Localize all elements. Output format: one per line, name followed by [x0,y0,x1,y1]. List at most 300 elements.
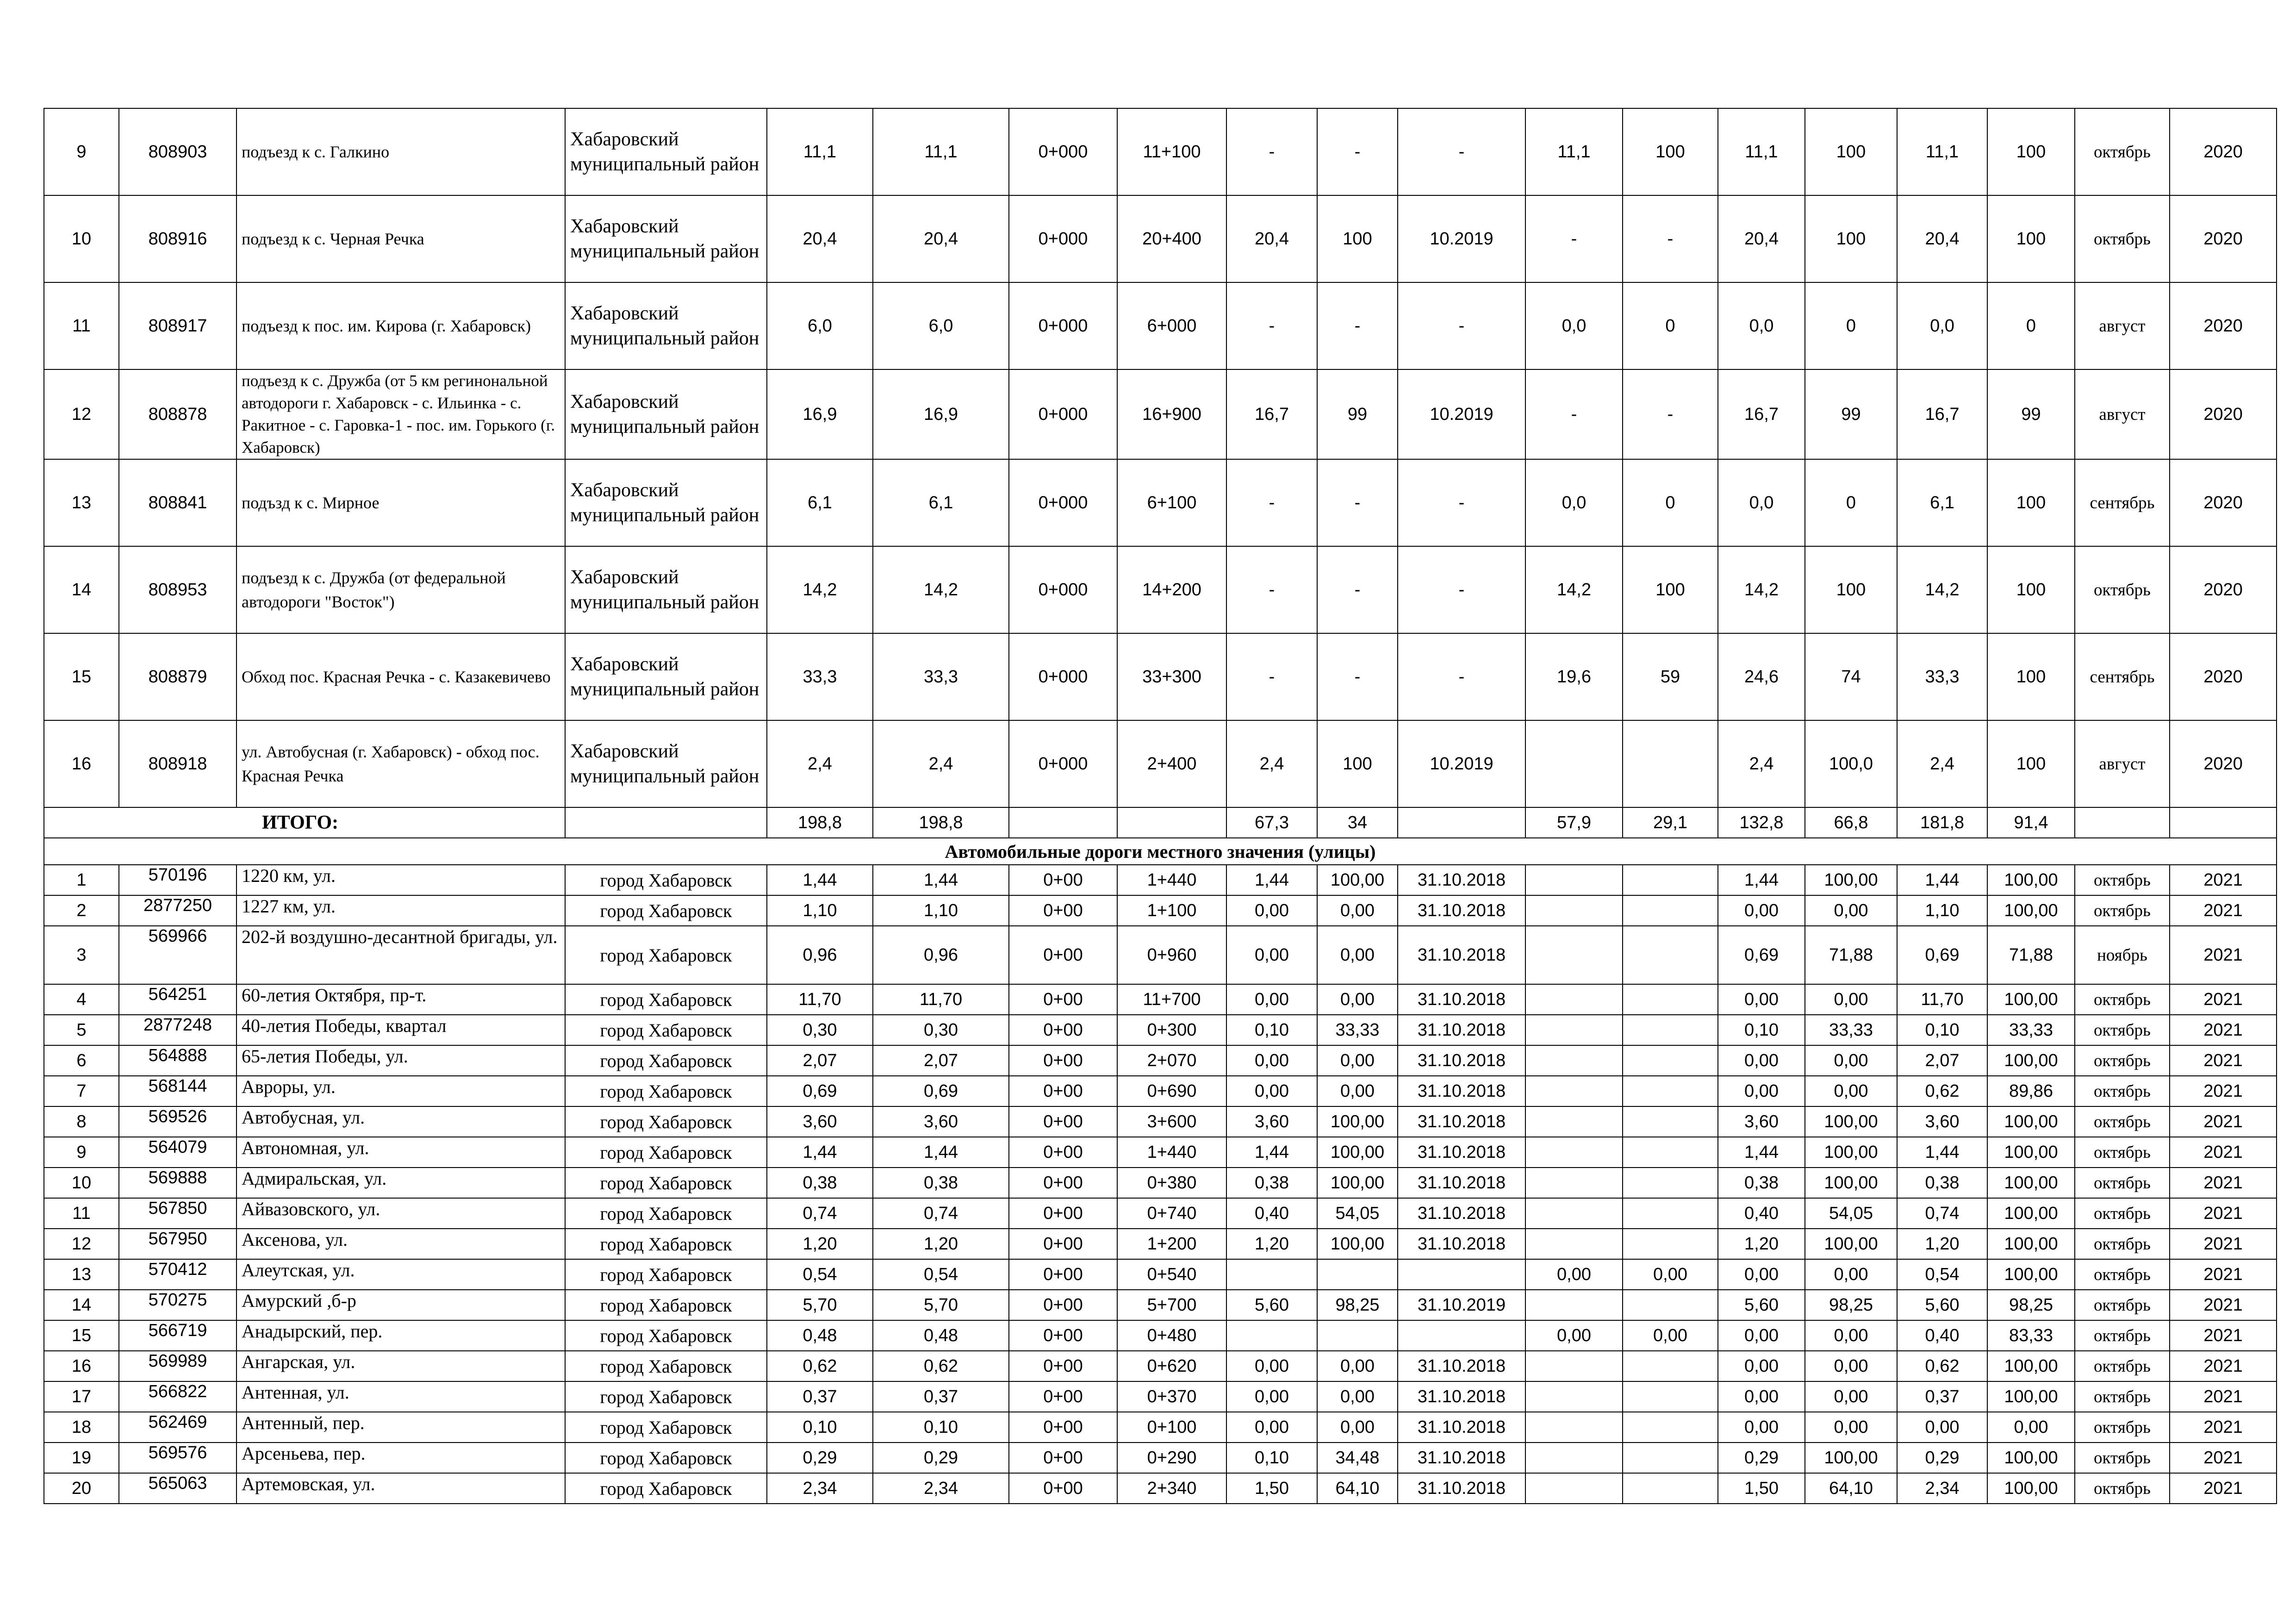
district-name: Хабаровский муниципальный район [565,108,767,195]
month: октябрь [2075,895,2170,926]
repaired-percent: 99 [1317,369,1398,459]
km-end: 14+200 [1117,546,1226,633]
table-row [44,1473,2277,1504]
length-local: 1,20 [873,1229,1009,1259]
value-4: 0,37 [1897,1381,1987,1412]
length-local: 6,0 [873,282,1009,369]
value-3: 20,4 [1718,195,1805,282]
value-2 [1525,1137,1623,1168]
month: сентябрь [2075,633,2170,720]
city-name: город Хабаровск [565,1290,767,1320]
row-number: 16 [44,1351,119,1381]
percent-4: 100,00 [1987,1198,2075,1229]
percent-3: 100,0 [1805,720,1897,807]
percent-2 [1623,1045,1718,1076]
value-3: 0,00 [1718,895,1805,926]
month: октябрь [2075,984,2170,1015]
value-2 [1525,926,1623,984]
table-row [44,369,2277,459]
road-id: 808917 [119,282,236,369]
repaired-percent: 100,00 [1317,1106,1398,1137]
repair-date: 31.10.2018 [1398,895,1525,926]
value-3: 0,00 [1718,984,1805,1015]
road-id: 808879 [119,633,236,720]
road-id: 569888 [119,1168,236,1198]
km-end: 1+440 [1117,865,1226,895]
percent-3: 100 [1805,546,1897,633]
percent-4: 33,33 [1987,1015,2075,1045]
km-start: 0+000 [1009,108,1117,195]
repaired-percent: - [1317,459,1398,546]
table-row [44,546,2277,633]
km-start: 0+00 [1009,1015,1117,1045]
value-3: 0,40 [1718,1198,1805,1229]
row-number: 8 [44,1106,119,1137]
value-3: 0,38 [1718,1168,1805,1198]
repair-date: 31.10.2018 [1398,1229,1525,1259]
percent-3: 0,00 [1805,1076,1897,1106]
length-local: 16,9 [873,369,1009,459]
length-total: 3,60 [767,1106,873,1137]
row-number: 18 [44,1412,119,1443]
percent-3: 0,00 [1805,1045,1897,1076]
repaired-percent: - [1317,108,1398,195]
total-row [44,807,2277,838]
percent-3: 100,00 [1805,865,1897,895]
total-empty [1117,807,1226,838]
road-id: 808878 [119,369,236,459]
road-name: подъезд к с. Дружба (от федеральной автодороги "Восток") [236,546,565,633]
length-total: 0,29 [767,1443,873,1473]
length-local: 0,48 [873,1320,1009,1351]
road-id: 808916 [119,195,236,282]
km-end: 0+300 [1117,1015,1226,1045]
repaired-length: 2,4 [1226,720,1317,807]
road-name: подъезд к с. Галкино [236,108,565,195]
percent-4: 0 [1987,282,2075,369]
road-name: Анадырский, пер. [236,1320,565,1351]
year: 2021 [2170,1351,2277,1381]
length-total: 2,34 [767,1473,873,1504]
repaired-percent: 0,00 [1317,1045,1398,1076]
repaired-percent: 100,00 [1317,1229,1398,1259]
year: 2020 [2170,108,2277,195]
repaired-length: 0,00 [1226,895,1317,926]
table-row [44,1290,2277,1320]
length-total: 5,70 [767,1290,873,1320]
value-3: 11,1 [1718,108,1805,195]
table-row [44,1045,2277,1076]
road-id: 570275 [119,1290,236,1320]
percent-4: 71,88 [1987,926,2075,984]
district-name: Хабаровский муниципальный район [565,282,767,369]
repair-date: 31.10.2018 [1398,865,1525,895]
km-end: 3+600 [1117,1106,1226,1137]
percent-2 [1623,720,1718,807]
road-id: 568144 [119,1076,236,1106]
city-name: город Хабаровск [565,865,767,895]
year: 2021 [2170,1137,2277,1168]
km-start: 0+00 [1009,1106,1117,1137]
km-end: 33+300 [1117,633,1226,720]
km-end: 5+700 [1117,1290,1226,1320]
value-3: 0,00 [1718,1259,1805,1290]
value-4: 1,44 [1897,865,1987,895]
repaired-length: - [1226,633,1317,720]
value-3: 0,10 [1718,1015,1805,1045]
value-2 [1525,1076,1623,1106]
percent-4: 100,00 [1987,865,2075,895]
percent-2 [1623,1443,1718,1473]
road-id: 565063 [119,1473,236,1504]
road-name: Антенный, пер. [236,1412,565,1443]
value-4: 0,62 [1897,1076,1987,1106]
value-4: 16,7 [1897,369,1987,459]
percent-2 [1623,926,1718,984]
km-end: 6+100 [1117,459,1226,546]
repaired-percent: 64,10 [1317,1473,1398,1504]
table-row [44,1320,2277,1351]
percent-2: 0,00 [1623,1259,1718,1290]
month: ноябрь [2075,926,2170,984]
percent-4: 100 [1987,546,2075,633]
road-name: Аксенова, ул. [236,1229,565,1259]
year: 2021 [2170,1259,2277,1290]
km-end: 0+380 [1117,1168,1226,1198]
length-total: 1,20 [767,1229,873,1259]
repaired-length: 0,10 [1226,1443,1317,1473]
repaired-percent: 0,00 [1317,1351,1398,1381]
percent-3: 0,00 [1805,1351,1897,1381]
city-name: город Хабаровск [565,1351,767,1381]
percent-2 [1623,984,1718,1015]
repaired-length: 0,10 [1226,1015,1317,1045]
length-total: 2,4 [767,720,873,807]
road-id: 569526 [119,1106,236,1137]
city-name: город Хабаровск [565,926,767,984]
km-end: 0+370 [1117,1381,1226,1412]
value-3: 0,00 [1718,1045,1805,1076]
city-name: город Хабаровск [565,1259,767,1290]
value-2 [1525,1443,1623,1473]
city-name: город Хабаровск [565,1106,767,1137]
road-name: Автономная, ул. [236,1137,565,1168]
percent-2 [1623,1229,1718,1259]
month: октябрь [2075,1381,2170,1412]
value-2 [1525,1168,1623,1198]
percent-2 [1623,1351,1718,1381]
year: 2020 [2170,633,2277,720]
year: 2021 [2170,1290,2277,1320]
value-4: 14,2 [1897,546,1987,633]
length-total: 0,10 [767,1412,873,1443]
percent-2: 59 [1623,633,1718,720]
city-name: город Хабаровск [565,1168,767,1198]
district-name: Хабаровский муниципальный район [565,369,767,459]
road-name: Адмиральская, ул. [236,1168,565,1198]
km-start: 0+00 [1009,1473,1117,1504]
percent-4: 100,00 [1987,1137,2075,1168]
km-start: 0+00 [1009,1320,1117,1351]
city-name: город Хабаровск [565,1320,767,1351]
km-end: 0+740 [1117,1198,1226,1229]
km-start: 0+00 [1009,1443,1117,1473]
year: 2021 [2170,1381,2277,1412]
value-3: 5,60 [1718,1290,1805,1320]
year: 2020 [2170,459,2277,546]
year: 2021 [2170,1198,2277,1229]
percent-2 [1623,1137,1718,1168]
repair-date: 31.10.2018 [1398,926,1525,984]
month: октябрь [2075,195,2170,282]
district-name: Хабаровский муниципальный район [565,546,767,633]
km-start: 0+000 [1009,633,1117,720]
repaired-percent: - [1317,633,1398,720]
table-row [44,1168,2277,1198]
table-row [44,1076,2277,1106]
row-number: 6 [44,1045,119,1076]
length-local: 0,54 [873,1259,1009,1290]
length-total: 0,54 [767,1259,873,1290]
value-2: 0,00 [1525,1320,1623,1351]
km-end: 6+000 [1117,282,1226,369]
row-number: 20 [44,1473,119,1504]
row-number: 11 [44,1198,119,1229]
repair-date: 31.10.2018 [1398,1168,1525,1198]
repair-date: - [1398,633,1525,720]
value-2: 19,6 [1525,633,1623,720]
value-2: 0,0 [1525,459,1623,546]
year: 2021 [2170,1443,2277,1473]
repair-date: 31.10.2018 [1398,1137,1525,1168]
percent-4: 100,00 [1987,1443,2075,1473]
city-name: город Хабаровск [565,1229,767,1259]
year: 2021 [2170,1473,2277,1504]
value-3: 0,69 [1718,926,1805,984]
row-number: 2 [44,895,119,926]
month: октябрь [2075,865,2170,895]
row-number: 4 [44,984,119,1015]
table-row [44,926,2277,984]
km-start: 0+00 [1009,895,1117,926]
km-end: 1+100 [1117,895,1226,926]
value-4: 0,62 [1897,1351,1987,1381]
row-number: 12 [44,369,119,459]
road-name: 1227 км, ул. [236,895,565,926]
percent-2 [1623,1168,1718,1198]
repair-date: 31.10.2018 [1398,1412,1525,1443]
city-name: город Хабаровск [565,1412,767,1443]
percent-2 [1623,1015,1718,1045]
length-total: 20,4 [767,195,873,282]
repair-date: 31.10.2018 [1398,1381,1525,1412]
value-3: 1,44 [1718,1137,1805,1168]
value-2 [1525,1381,1623,1412]
percent-2 [1623,1198,1718,1229]
km-start: 0+00 [1009,1290,1117,1320]
table-row [44,1259,2277,1290]
row-number: 14 [44,546,119,633]
row-number: 10 [44,1168,119,1198]
repair-date: 31.10.2018 [1398,1106,1525,1137]
repaired-percent: 100,00 [1317,865,1398,895]
table-row [44,1106,2277,1137]
road-id: 569966 [119,926,236,984]
km-start: 0+000 [1009,546,1117,633]
value-4: 0,40 [1897,1320,1987,1351]
length-total: 1,44 [767,865,873,895]
length-total: 0,38 [767,1168,873,1198]
city-name: город Хабаровск [565,1015,767,1045]
value-2 [1525,984,1623,1015]
percent-2 [1623,1290,1718,1320]
km-end: 11+100 [1117,108,1226,195]
month: октябрь [2075,1137,2170,1168]
value-3: 1,20 [1718,1229,1805,1259]
value-2 [1525,1290,1623,1320]
value-3: 0,00 [1718,1076,1805,1106]
year: 2021 [2170,984,2277,1015]
length-local: 3,60 [873,1106,1009,1137]
value-4: 5,60 [1897,1290,1987,1320]
km-end: 2+070 [1117,1045,1226,1076]
repair-date [1398,1320,1525,1351]
value-4: 2,4 [1897,720,1987,807]
value-4: 1,10 [1897,895,1987,926]
repaired-length: - [1226,459,1317,546]
row-number: 13 [44,459,119,546]
year: 2021 [2170,865,2277,895]
road-name: Артемовская, ул. [236,1473,565,1504]
length-local: 0,29 [873,1443,1009,1473]
month: октябрь [2075,1412,2170,1443]
year: 2021 [2170,1015,2277,1045]
repaired-length: 0,00 [1226,984,1317,1015]
table-row [44,865,2277,895]
road-name: 1220 км, ул. [236,865,565,895]
length-local: 33,3 [873,633,1009,720]
repair-date: 31.10.2018 [1398,1473,1525,1504]
length-total: 33,3 [767,633,873,720]
percent-3: 100,00 [1805,1168,1897,1198]
length-total: 14,2 [767,546,873,633]
table-row [44,282,2277,369]
road-id: 567850 [119,1198,236,1229]
value-4: 0,10 [1897,1015,1987,1045]
km-start: 0+000 [1009,282,1117,369]
repaired-length: 3,60 [1226,1106,1317,1137]
percent-3: 100,00 [1805,1106,1897,1137]
total-empty [2075,807,2170,838]
km-start: 0+000 [1009,459,1117,546]
repair-date: - [1398,546,1525,633]
repaired-percent: 0,00 [1317,1381,1398,1412]
repaired-percent: 100 [1317,195,1398,282]
road-name: подъзд к с. Мирное [236,459,565,546]
percent-3: 0,00 [1805,1412,1897,1443]
city-name: город Хабаровск [565,1473,767,1504]
repaired-length: - [1226,546,1317,633]
row-number: 17 [44,1381,119,1412]
repaired-percent: 0,00 [1317,895,1398,926]
road-name: Айвазовского, ул. [236,1198,565,1229]
repaired-length: 0,40 [1226,1198,1317,1229]
repaired-percent: 100,00 [1317,1168,1398,1198]
km-start: 0+00 [1009,865,1117,895]
km-end: 20+400 [1117,195,1226,282]
value-2 [1525,1106,1623,1137]
row-number: 11 [44,282,119,369]
repair-date: 31.10.2018 [1398,984,1525,1015]
value-3: 0,00 [1718,1412,1805,1443]
month: август [2075,369,2170,459]
percent-3: 100,00 [1805,1137,1897,1168]
percent-3: 98,25 [1805,1290,1897,1320]
road-name: подъезд к с. Дружба (от 5 км регинональной автодороги г. Хабаровск - с. Ильинка - с. Ракитное - с. Гаровка-1 - пос. им. Горького (г. Хабаровск) [236,369,565,459]
length-local: 0,69 [873,1076,1009,1106]
repaired-length: - [1226,108,1317,195]
month: сентябрь [2075,459,2170,546]
month: октябрь [2075,1351,2170,1381]
percent-2: 0 [1623,459,1718,546]
month: октябрь [2075,1473,2170,1504]
repaired-length: 0,00 [1226,926,1317,984]
repair-date: 31.10.2018 [1398,1076,1525,1106]
month: октябрь [2075,1290,2170,1320]
percent-3: 71,88 [1805,926,1897,984]
year: 2020 [2170,195,2277,282]
table-row [44,195,2277,282]
row-number: 19 [44,1443,119,1473]
km-start: 0+00 [1009,1412,1117,1443]
road-id: 808841 [119,459,236,546]
repaired-percent: 100 [1317,720,1398,807]
percent-2 [1623,865,1718,895]
length-local: 2,4 [873,720,1009,807]
road-id: 570196 [119,865,236,895]
length-local: 0,62 [873,1351,1009,1381]
repaired-percent: - [1317,282,1398,369]
percent-4: 100 [1987,108,2075,195]
km-start: 0+00 [1009,1229,1117,1259]
percent-3: 64,10 [1805,1473,1897,1504]
length-total: 16,9 [767,369,873,459]
km-start: 0+00 [1009,1076,1117,1106]
repaired-percent: 0,00 [1317,1076,1398,1106]
repair-date: 31.10.2018 [1398,1351,1525,1381]
value-3: 1,50 [1718,1473,1805,1504]
percent-4: 89,86 [1987,1076,2075,1106]
length-local: 0,96 [873,926,1009,984]
road-id: 808903 [119,108,236,195]
percent-3: 33,33 [1805,1015,1897,1045]
value-3: 0,00 [1718,1320,1805,1351]
total-p1: 34 [1317,807,1398,838]
length-local: 0,30 [873,1015,1009,1045]
percent-4: 100,00 [1987,895,2075,926]
percent-4: 100 [1987,720,2075,807]
city-name: город Хабаровск [565,1443,767,1473]
percent-4: 100,00 [1987,1259,2075,1290]
road-name: подъезд к с. Черная Речка [236,195,565,282]
value-4: 11,70 [1897,984,1987,1015]
value-2: 0,00 [1525,1259,1623,1290]
row-number: 16 [44,720,119,807]
percent-2 [1623,1412,1718,1443]
repair-date: 31.10.2019 [1398,1290,1525,1320]
table-row [44,1015,2277,1045]
roads-table [44,108,2277,1504]
